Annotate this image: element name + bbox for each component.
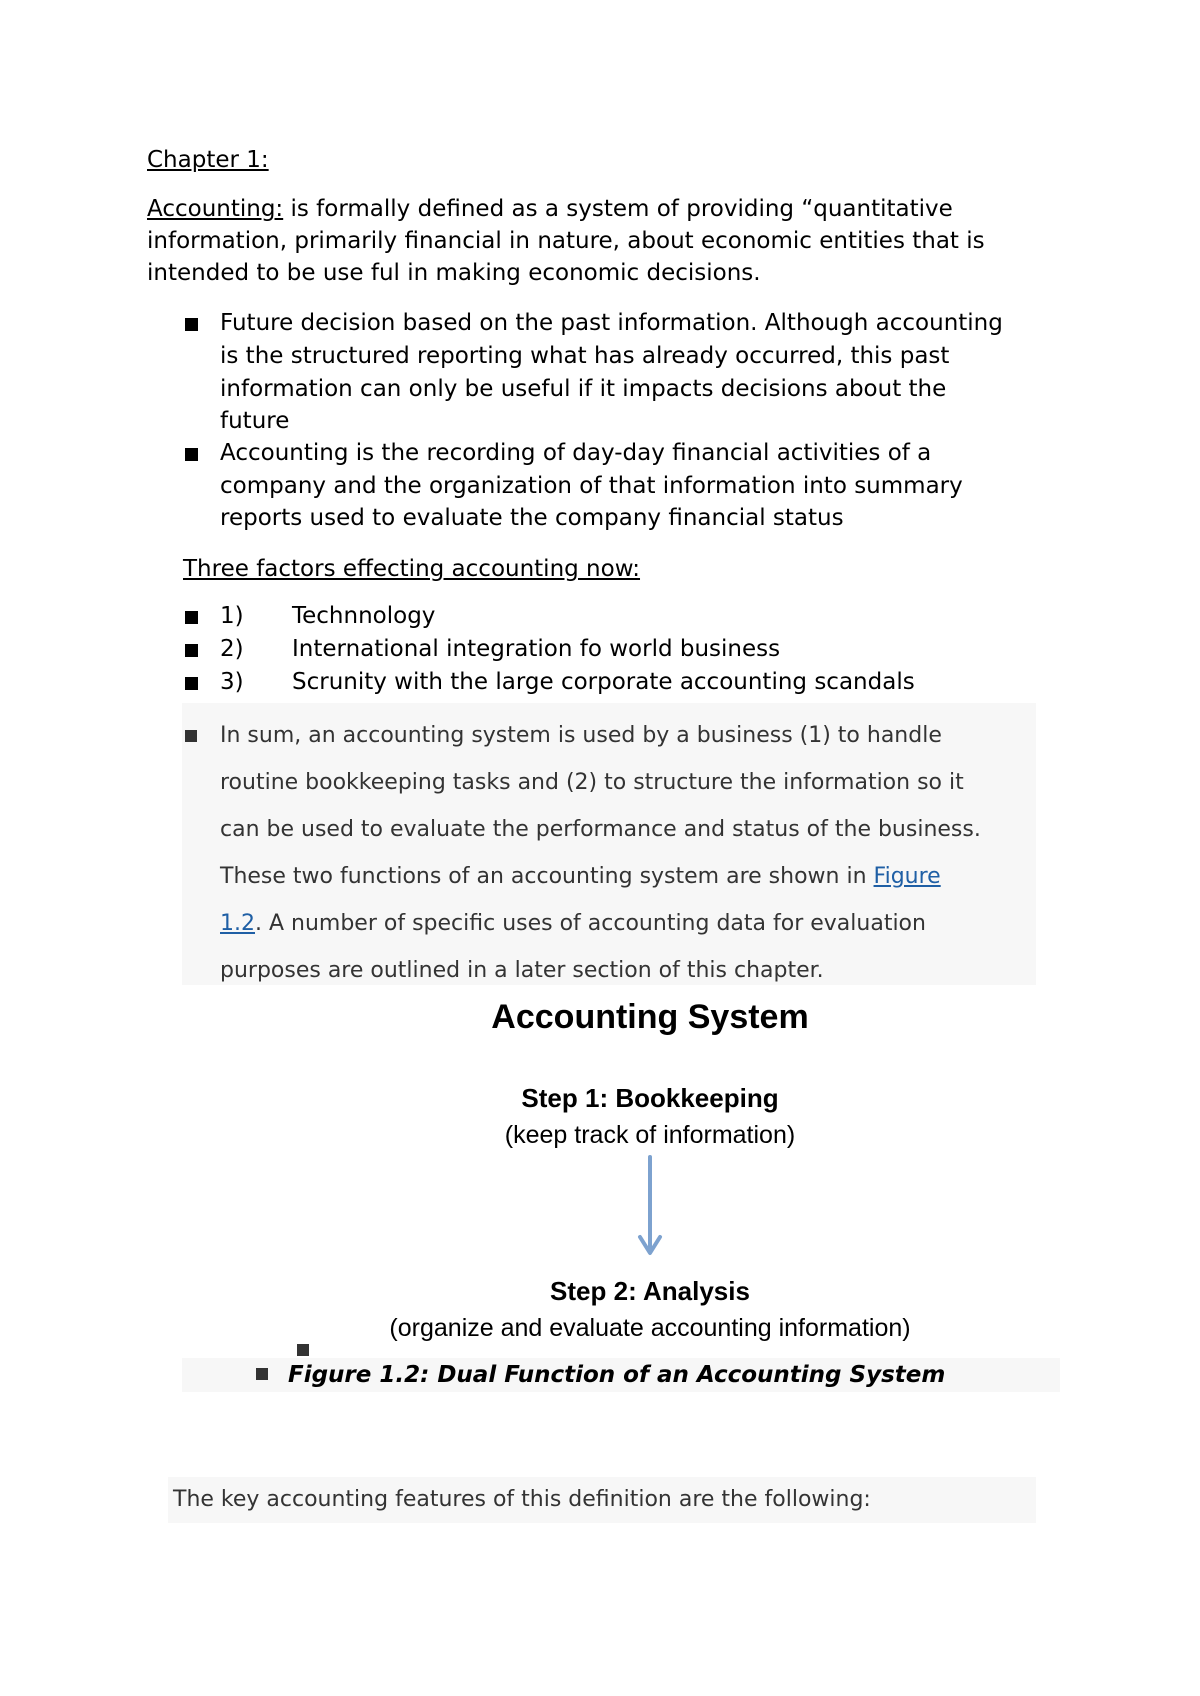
- bullet-square-icon: [185, 318, 198, 331]
- bullet-square-icon: [256, 1368, 268, 1380]
- chapter-title: Chapter 1:: [147, 147, 269, 173]
- summary-line-2: routine bookkeeping tasks and (2) to structure the information so it: [220, 770, 964, 795]
- step-1-subtitle: (keep track of information): [504, 1121, 796, 1149]
- summary-line-4-text: These two functions of an accounting system are shown in: [220, 864, 874, 889]
- summary-line-5-text: . A number of specific uses of accounting data for evaluation: [255, 911, 926, 936]
- bullet-1-line-3: information can only be useful if it impacts decisions about the: [220, 376, 947, 402]
- bullet-square-icon: [185, 448, 198, 461]
- accounting-system-figure: [340, 990, 960, 1350]
- bullet-1-line-2: is the structured reporting what has already occurred, this past: [220, 343, 950, 369]
- summary-line-6: purposes are outlined in a later section of this chapter.: [220, 958, 824, 983]
- step-2-title: Step 2: Analysis: [550, 1276, 750, 1306]
- summary-line-4: [220, 853, 941, 900]
- factor-1-text: Technnology: [292, 603, 436, 629]
- step-2-subtitle: (organize and evaluate accounting information): [389, 1314, 911, 1342]
- definition-line-1: [147, 193, 953, 226]
- features-text: The key accounting features of this definition are the following:: [173, 1487, 871, 1512]
- bullet-square-icon: [185, 644, 198, 657]
- definition-term: Accounting:: [147, 196, 284, 222]
- bullet-square-icon: [185, 611, 198, 624]
- bullet-2-line-2: company and the organization of that information into summary: [220, 473, 963, 499]
- definition-text-1: is formally defined as a system of providing “quantitative: [283, 196, 953, 222]
- factor-1-number: 1): [220, 603, 244, 629]
- definition-line-2: information, primarily financial in nature, about economic entities that is: [147, 228, 985, 254]
- step-1-title: Step 1: Bookkeeping: [521, 1083, 779, 1113]
- figure-title: Accounting System: [491, 998, 809, 1036]
- bullet-1-line-4: future: [220, 408, 290, 434]
- figure-link-number[interactable]: 1.2: [220, 911, 255, 936]
- factor-2-text: International integration fo world business: [292, 636, 781, 662]
- factor-2-number: 2): [220, 636, 244, 662]
- factor-3-number: 3): [220, 669, 244, 695]
- figure-link[interactable]: Figure: [873, 864, 941, 889]
- bullet-square-icon: [297, 1344, 309, 1356]
- factors-heading: Three factors effecting accounting now:: [183, 556, 641, 582]
- bullet-2-line-1: Accounting is the recording of day-day financial activities of a: [220, 440, 932, 466]
- bullet-square-icon: [185, 677, 198, 690]
- summary-line-3: can be used to evaluate the performance and status of the business.: [220, 817, 981, 842]
- definition-line-3: intended to be use ful in making economic decisions.: [147, 260, 761, 286]
- down-arrow-icon: [635, 1155, 665, 1265]
- summary-line-1: In sum, an accounting system is used by a business (1) to handle: [220, 723, 942, 748]
- bullet-square-icon: [185, 730, 197, 742]
- bullet-1-line-1: Future decision based on the past information. Although accounting: [220, 310, 1003, 336]
- figure-caption: Figure 1.2: Dual Function of an Accounting System: [288, 1362, 946, 1388]
- summary-line-5: [220, 900, 926, 947]
- bullet-2-line-3: reports used to evaluate the company financial status: [220, 505, 844, 531]
- factor-3-text: Scrunity with the large corporate accounting scandals: [292, 669, 915, 695]
